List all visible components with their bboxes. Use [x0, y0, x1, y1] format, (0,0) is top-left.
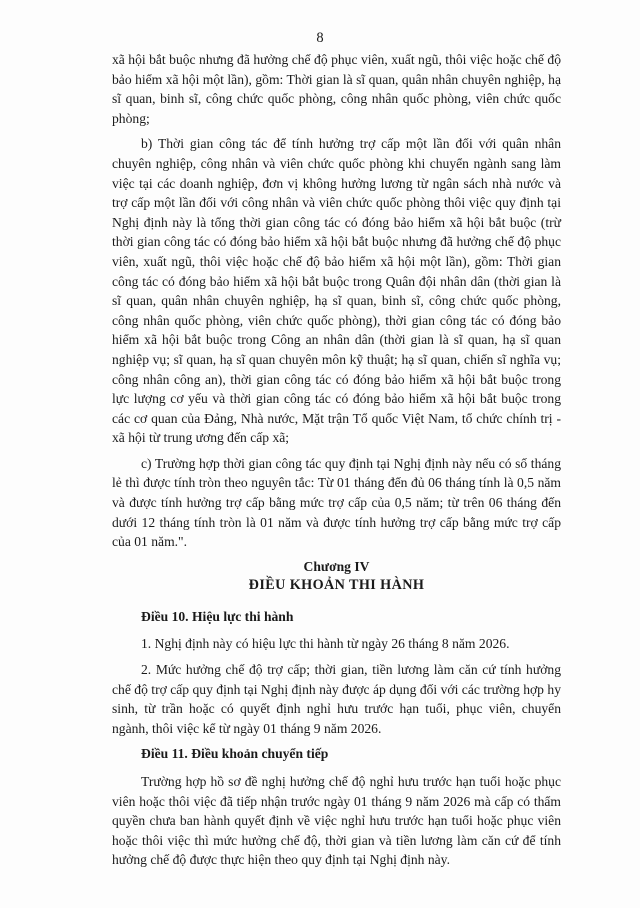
article-11-title: Điều 11. Điều khoản chuyển tiếp	[141, 746, 329, 762]
article-10-clause-1: 1. Nghị định này có hiệu lực thi hành từ ngày 26 tháng 8 năm 2026.	[141, 636, 510, 652]
chapter-heading	[112, 558, 561, 595]
article-11-body: Trường hợp hồ sơ đề nghị hưởng chế độ nghỉ hưu trước hạn tuổi hoặc phục viên hoặc thôi việc đã tiếp nhận trước ngày 01 tháng 9 năm 2026 mà cấp có thẩm quyền chưa ban hành quyết định về việc nghỉ hưu trước hạn tuổi hoặc phục viên hoặc thôi việc thì mức hưởng chế độ, thời gian và tiền lương làm căn cứ để tính hưởng chế độ được thực hiện theo quy định tại Nghị định này.	[112, 774, 561, 868]
article-10-title: Điều 10. Hiệu lực thi hành	[141, 608, 294, 624]
chapter-title: ĐIỀU KHOẢN THI HÀNH	[248, 576, 425, 593]
chapter-number: Chương IV	[303, 558, 370, 574]
article-10-clause-2: 2. Mức hưởng chế độ trợ cấp; thời gian, tiền lương làm căn cứ tính hưởng chế độ trợ cấp quy định tại Nghị định này được áp dụng đối với các trường hợp hy sinh, từ trần hoặc có quyết định nghỉ hưu trước hạn tuổi, phục viên, chuyển ngành, thôi việc kể từ ngày 01 tháng 9 năm 2026.	[112, 662, 561, 736]
page-number: 8	[316, 30, 324, 46]
document-body	[112, 50, 561, 876]
paragraph-point-b: b) Thời gian công tác để tính hưởng trợ cấp một lần đối với quân nhân chuyên nghiệp, công nhân và viên chức quốc phòng khi chuyển ngành sang làm việc tại các doanh nghiệp, đơn vị không hưởng lương từ ngân sách nhà nước và trợ cấp một lần đối với công nhân và viên chức quốc phòng thôi việc quy định tại Nghị định này là tổng thời gian công tác có đóng bảo hiểm xã hội bắt buộc (trừ thời gian công tác có đóng bảo hiểm xã hội bắt buộc nhưng đã hưởng chế độ phục viên, xuất ngũ, thôi việc hoặc chế độ bảo hiểm xã hội một lần), gồm: Thời gian công tác có đóng bảo hiểm xã hội bắt buộc trong Quân đội nhân dân (thời gian là sĩ quan, quân nhân chuyên nghiệp, hạ sĩ quan, binh sĩ, công chức quốc phòng, công nhân quốc phòng, viên chức quốc phòng), thời gian công tác có đóng bảo hiểm xã hội bắt buộc trong Công an nhân dân (thời gian là sĩ quan, hạ sĩ quan nghiệp vụ; sĩ quan, hạ sĩ quan chuyên môn kỹ thuật; hạ sĩ quan, chiến sĩ nghĩa vụ; công nhân công an), thời gian công tác có đóng bảo hiểm xã hội bắt buộc trong lực lượng cơ yếu và thời gian công tác có đóng bảo hiểm xã hội bắt buộc trong các cơ quan của Đảng, Nhà nước, Mặt trận Tổ quốc Việt Nam, tổ chức chính trị - xã hội từ trung ương đến cấp xã;	[112, 136, 561, 446]
paragraph-continuation: xã hội bắt buộc nhưng đã hưởng chế độ phục viên, xuất ngũ, thôi việc hoặc chế độ bảo hiểm xã hội một lần), gồm: Thời gian là sĩ quan, quân nhân chuyên nghiệp, hạ sĩ quan, binh sĩ, công chức quốc phòng, công nhân quốc phòng, viên chức quốc phòng;	[112, 52, 561, 126]
paragraph-point-c: c) Trường hợp thời gian công tác quy định tại Nghị định này nếu có số tháng lẻ thì được tính tròn theo nguyên tắc: Từ 01 tháng đến đủ 06 tháng tính là 0,5 năm và được tính hưởng trợ cấp bằng mức trợ cấp của 0,5 năm; từ trên 06 tháng đến dưới 12 tháng tính tròn là 01 năm và được tính hưởng trợ cấp bằng mức trợ cấp của 01 năm.".	[112, 455, 561, 550]
